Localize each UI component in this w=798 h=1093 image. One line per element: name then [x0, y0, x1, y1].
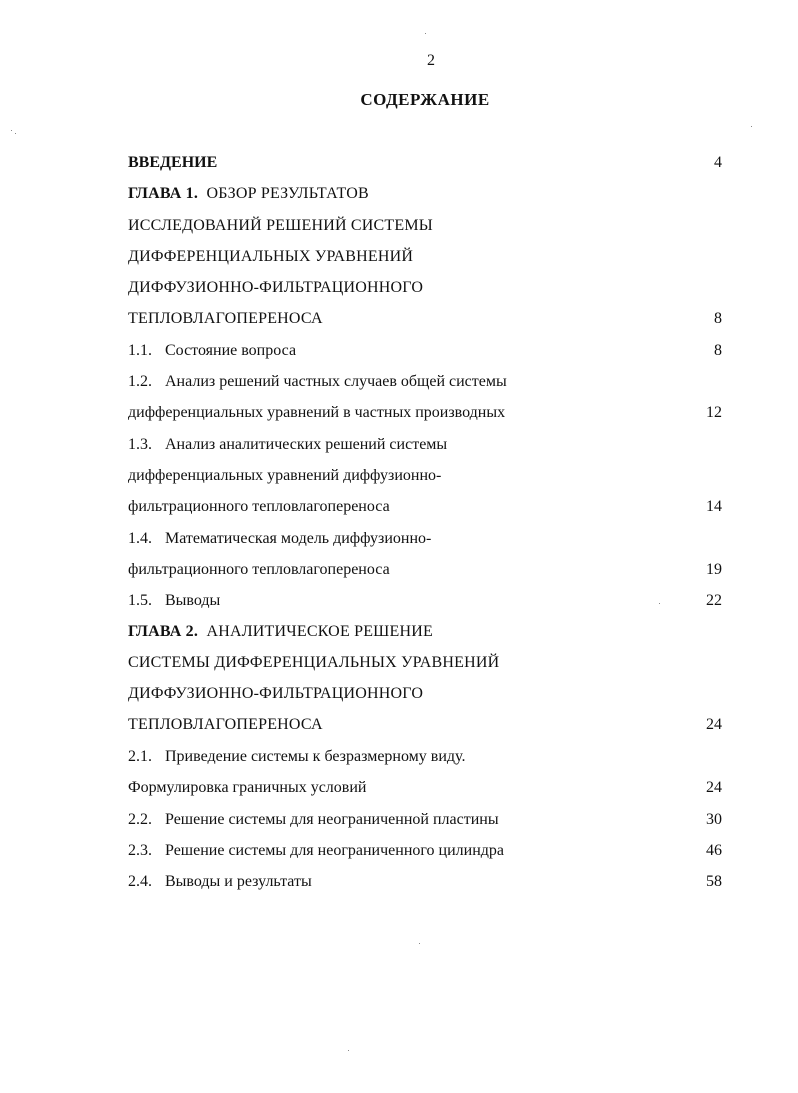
toc-entry: ТЕПЛОВЛАГОПЕРЕНОСА	[128, 716, 323, 733]
toc-page: 24	[706, 779, 722, 796]
toc-entry: 2.1. Приведение системы к безразмерному виду.	[128, 748, 466, 765]
toc-page: 4	[714, 154, 722, 171]
scan-speck	[425, 33, 426, 34]
toc-entry: ТЕПЛОВЛАГОПЕРЕНОСА	[128, 310, 323, 327]
toc-entry: 2.3. Решение системы для неограниченного цилиндра	[128, 842, 505, 859]
toc-page: 58	[706, 873, 722, 890]
toc-entry: 2.2. Решение системы для неограниченной пластины	[128, 811, 499, 828]
toc-entry: 1.4. Математическая модель диффузионно-	[128, 530, 432, 547]
scan-speck	[751, 126, 752, 127]
scan-speck	[15, 133, 16, 134]
scan-speck	[659, 603, 660, 604]
toc-entry: 1.5. Выводы	[128, 592, 221, 609]
toc-entry: ИССЛЕДОВАНИЙ РЕШЕНИЙ СИСТЕМЫ	[128, 217, 433, 234]
scan-speck	[348, 1050, 349, 1051]
toc-entry: ДИФФЕРЕНЦИАЛЬНЫХ УРАВНЕНИЙ	[128, 248, 414, 265]
toc-entry: 1.1. Состояние вопроса	[128, 342, 297, 359]
toc-page: 30	[706, 811, 722, 828]
toc-page: 24	[706, 716, 722, 733]
toc-entry: фильтрационного тепловлагопереноса	[128, 561, 390, 578]
toc-page: 12	[706, 404, 722, 421]
scan-speck	[11, 130, 12, 131]
toc-page: 19	[706, 561, 722, 578]
toc-page: 22	[706, 592, 722, 609]
page-title: СОДЕРЖАНИЕ	[360, 90, 490, 109]
toc-entry: ВВЕДЕНИЕ	[128, 154, 218, 171]
toc-entry: ДИФФУЗИОННО-ФИЛЬТРАЦИОННОГО	[128, 685, 424, 702]
toc-entry: Формулировка граничных условий	[128, 779, 367, 796]
toc-entry: ДИФФУЗИОННО-ФИЛЬТРАЦИОННОГО	[128, 279, 424, 296]
toc-entry: ГЛАВА 2. АНАЛИТИЧЕСКОЕ РЕШЕНИЕ	[128, 623, 433, 640]
toc-page: 46	[706, 842, 722, 859]
toc-entry: 1.2. Анализ решений частных случаев общей системы	[128, 373, 507, 390]
page-number: 2	[427, 52, 435, 69]
toc-entry: дифференциальных уравнений диффузионно-	[128, 467, 442, 484]
toc-entry: ГЛАВА 1. ОБЗОР РЕЗУЛЬТАТОВ	[128, 185, 369, 202]
toc-entry: фильтрационного тепловлагопереноса	[128, 498, 390, 515]
toc-page: 8	[714, 342, 722, 359]
toc-entry: 1.3. Анализ аналитических решений системы	[128, 436, 448, 453]
toc-entry: дифференциальных уравнений в частных производных	[128, 404, 506, 421]
toc-page: 8	[714, 310, 722, 327]
toc-entry: 2.4. Выводы и результаты	[128, 873, 312, 890]
toc-page: 14	[706, 498, 722, 515]
toc-entry: СИСТЕМЫ ДИФФЕРЕНЦИАЛЬНЫХ УРАВНЕНИЙ	[128, 654, 500, 671]
scan-speck	[419, 943, 420, 944]
